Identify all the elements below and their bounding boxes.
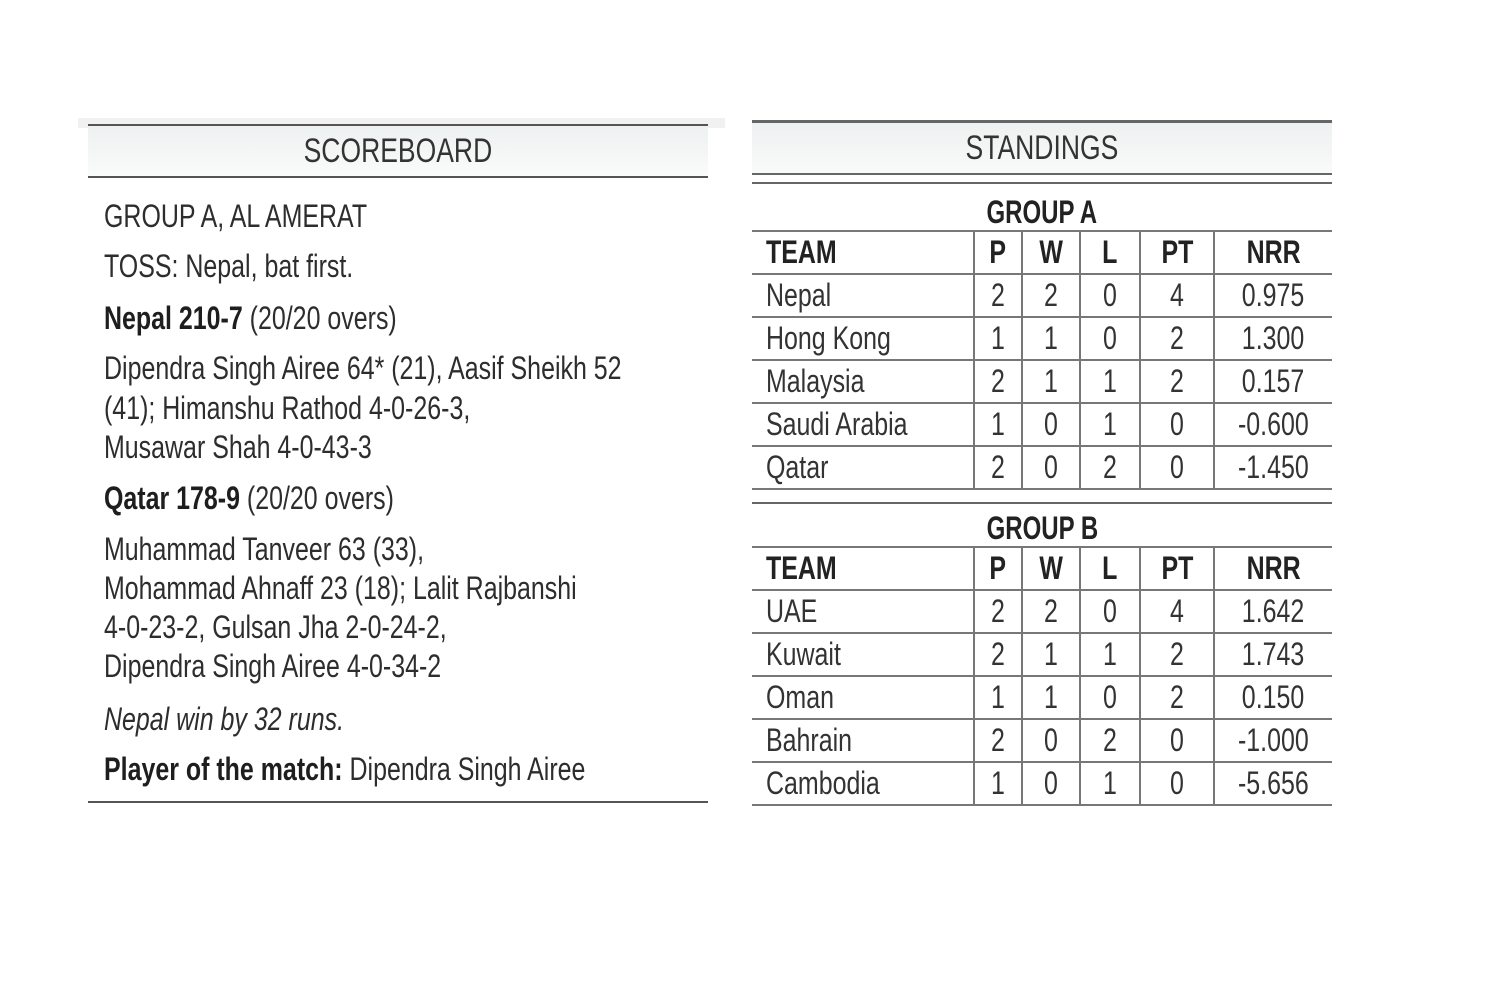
- team-name: Oman: [752, 676, 974, 719]
- col-team: TEAM: [752, 231, 974, 274]
- table-row: Oman 1 1 0 2 0.150: [752, 676, 1332, 719]
- divider: [752, 182, 1332, 184]
- team-name: Bahrain: [752, 719, 974, 762]
- col-won: W: [1022, 231, 1080, 274]
- table-row: Saudi Arabia 1 0 1 0 -0.600: [752, 403, 1332, 446]
- col-won: W: [1022, 547, 1080, 590]
- table-row: Qatar 2 0 2 0 -1.450: [752, 446, 1332, 489]
- innings1-detail-1: Dipendra Singh Airee 64* (21), Aasif Sheikh 52: [104, 350, 622, 386]
- innings1-score-line: [104, 298, 479, 338]
- col-team: TEAM: [752, 547, 974, 590]
- potm-name: Dipendra Singh Airee: [342, 751, 586, 787]
- table-row: Nepal 2 2 0 4 0.975: [752, 274, 1332, 317]
- innings2-detail-4: Dipendra Singh Airee 4-0-34-2: [104, 648, 442, 684]
- innings2-overs: (20/20 overs): [239, 480, 394, 516]
- group-b-title: GROUP B: [986, 510, 1098, 546]
- group-a-table: [752, 230, 1332, 490]
- innings2-detail-1: Muhammad Tanveer 63 (33),: [104, 531, 425, 567]
- potm-label: Player of the match:: [104, 751, 343, 787]
- standings-title: STANDINGS: [752, 120, 1332, 175]
- col-played: P: [974, 231, 1022, 274]
- table-row: Bahrain 2 0 2 0 -1.000: [752, 719, 1332, 762]
- innings2-detail-2: Mohammad Ahnaff 23 (18); Lalit Rajbanshi: [104, 570, 577, 606]
- player-of-match: [104, 749, 721, 789]
- col-lost: L: [1080, 231, 1140, 274]
- team-name: UAE: [752, 590, 974, 633]
- bottom-divider: [88, 801, 708, 803]
- table-row: Hong Kong 1 1 0 2 1.300: [752, 317, 1332, 360]
- innings2-score: Qatar 178-9: [104, 480, 240, 516]
- team-name: Malaysia: [752, 360, 974, 403]
- team-name: Qatar: [752, 446, 974, 489]
- scoreboard-title: SCOREBOARD: [88, 124, 708, 178]
- match-result: Nepal win by 32 runs.: [104, 701, 345, 737]
- table-row: UAE 2 2 0 4 1.642: [752, 590, 1332, 633]
- innings1-detail-3: Musawar Shah 4-0-43-3: [104, 429, 372, 465]
- venue-line: GROUP A, AL AMERAT: [104, 198, 368, 234]
- team-name: Cambodia: [752, 762, 974, 805]
- col-nrr: NRR: [1214, 547, 1332, 590]
- col-nrr: NRR: [1214, 231, 1332, 274]
- divider: [752, 502, 1332, 504]
- group-a-title: GROUP A: [986, 194, 1098, 230]
- innings1-score: Nepal 210-7: [104, 300, 243, 336]
- col-played: P: [974, 547, 1022, 590]
- col-lost: L: [1080, 547, 1140, 590]
- innings2-score-line: [104, 478, 476, 518]
- innings1-overs: (20/20 overs): [242, 300, 397, 336]
- table-row: Malaysia 2 1 1 2 0.157: [752, 360, 1332, 403]
- innings2-detail-3: 4-0-23-2, Gulsan Jha 2-0-24-2,: [104, 609, 447, 645]
- team-name: Saudi Arabia: [752, 403, 974, 446]
- team-name: Hong Kong: [752, 317, 974, 360]
- team-name: Nepal: [752, 274, 974, 317]
- innings1-detail-2: (41); Himanshu Rathod 4-0-26-3,: [104, 390, 471, 426]
- table-row: Kuwait 2 1 1 2 1.743: [752, 633, 1332, 676]
- table-row: Cambodia 1 0 1 0 -5.656: [752, 762, 1332, 805]
- group-b-table: [752, 546, 1332, 806]
- col-points: PT: [1140, 547, 1214, 590]
- table-header-row: [752, 547, 1332, 590]
- scoreboard-panel: [78, 118, 725, 808]
- standings-panel: [752, 120, 1334, 810]
- table-header-row: [752, 231, 1332, 274]
- toss-line: TOSS: Nepal, bat first.: [104, 248, 354, 284]
- team-name: Kuwait: [752, 633, 974, 676]
- col-points: PT: [1140, 231, 1214, 274]
